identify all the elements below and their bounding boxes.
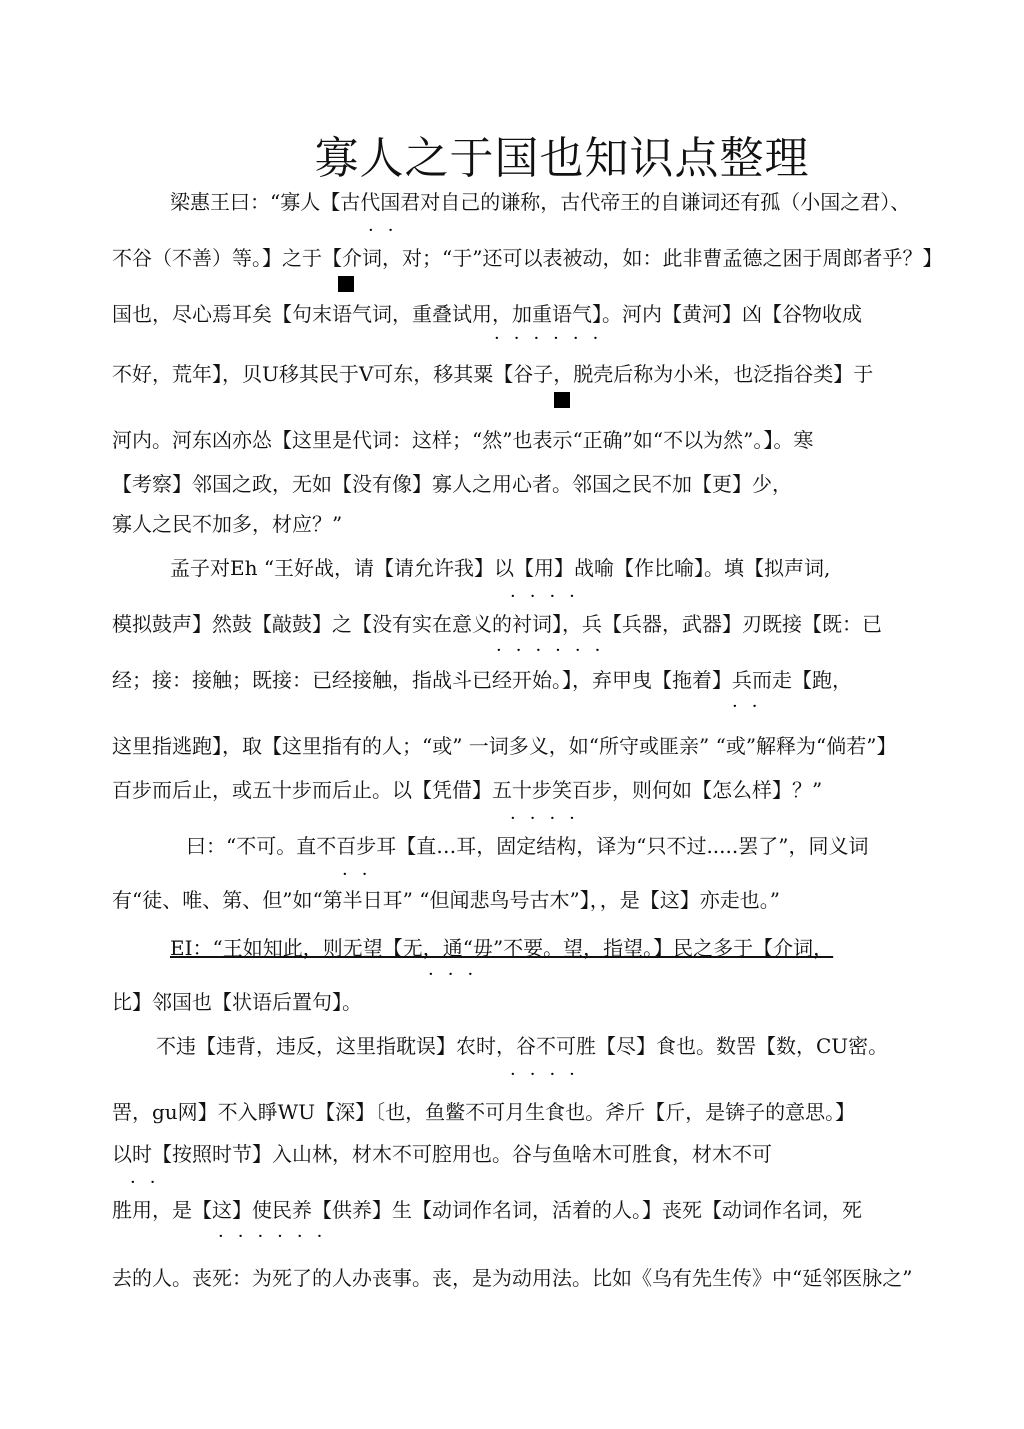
- text-line-15: EI：“王如知此，则无望【无，通“毋”不要。望，指望。】民之多于【介词，: [170, 936, 834, 960]
- emphasis-dots: ··: [368, 220, 408, 241]
- text-line-9: 模拟鼓声】然鼓【敲鼓】之【没有实在意义的衬词】，兵【兵器，武器】刃既接【既：已: [112, 612, 882, 636]
- text-line-17: 不违【违背，违反，这里指耽误】农时，谷不可胜【尽】食也。数罟【数，CU密。: [156, 1034, 889, 1058]
- text-line-14: 有“徒、唯、第、但”如“第半日耳” “但闻悲鸟号古木”】，，是【这】亦走也。”: [112, 888, 780, 912]
- text-line-1: 梁惠王曰：“寡人【古代国君对自己的谦称，古代帝王的自谦词还有孤（小国之君）、: [170, 190, 911, 214]
- text-line-2: 不谷（不善）等。】之于【介词，对；“于”还可以表被动，如：此非曹孟德之困于周郎者乎？】: [112, 246, 943, 270]
- emphasis-dots: ······: [496, 640, 615, 661]
- emphasis-dots: ··: [732, 696, 772, 717]
- text-line-4: 不好，荒年】，贝U移其民于V可东，移其粟【谷子，脱壳后称为小米，也泛指谷类】于: [112, 362, 874, 386]
- emphasis-dots: ····: [510, 586, 589, 607]
- black-square-mark: [554, 392, 570, 408]
- emphasis-dots: ···: [428, 964, 488, 985]
- text-line-10: 经；接：接触；既接：已经接触，指战斗已经开始。】，弃甲曳【拖着】兵而走【跑，: [112, 668, 852, 692]
- black-square-mark: [338, 276, 354, 292]
- text-line-5: 河内。河东凶亦怂【这里是代词：这样；“然”也表示“正确”如“不以为然”。】。寒: [112, 428, 814, 452]
- emphasis-dots: ··: [342, 864, 382, 885]
- emphasis-dots: ····: [510, 808, 589, 829]
- text-line-19: 以时【按照时节】入山林，材木不可腔用也。谷与鱼啥木可胜食，材木不可: [112, 1142, 772, 1166]
- text-line-20: 胜用，是【这】使民养【供养】生【动词作名词，活着的人。】丧死【动词作名词，死: [112, 1198, 862, 1222]
- emphasis-dots: ······: [218, 1226, 337, 1247]
- text-line-11: 这里指逃跑】，取【这里指有的人；“或” 一词多义，如“所守或匪亲” “或”解释为“倘若”】: [112, 734, 897, 758]
- text-line-7: 寡人之民不加多，材应？”: [112, 512, 343, 536]
- text-line-21: 去的人。丧死：为死了的人办丧事。丧，是为动用法。比如《乌有先生传》中“延邻医脉之”: [112, 1266, 913, 1290]
- emphasis-dots: ······: [494, 328, 613, 349]
- text-line-8: 孟子对Eh “王好战，请【请允许我】以【用】战喻【作比喻】。填【拟声词,: [170, 556, 831, 580]
- emphasis-dots: ··: [130, 1172, 170, 1193]
- text-line-13: 曰：“不可。直不百步耳【直…耳，固定结构，译为“只不过.....罢了”，同义词: [186, 834, 869, 858]
- emphasis-dots: ····: [510, 1064, 589, 1085]
- page-title: 寡人之于国也知识点整理: [314, 133, 810, 184]
- text-line-18: 罟，gu网】不入睜WU【深】〔也，鱼鳖不可月生食也。斧斤【斤，是锛子的意思。】: [112, 1100, 856, 1124]
- text-line-16: 比】邻国也【状语后置句】。: [112, 990, 362, 1014]
- text-line-12: 百步而后止，或五十步而后止。以【凭借】五十步笑百步，则何如【怎么样】？”: [112, 778, 823, 802]
- text-line-6: 【考察】邻国之政，无如【没有像】寡人之用心者。邻国之民不加【更】少，: [112, 472, 792, 496]
- text-line-3: 国也，尽心焉耳矣【句末语气词，重叠试用，加重语气】。河内【黄河】凶【谷物收成: [112, 302, 862, 326]
